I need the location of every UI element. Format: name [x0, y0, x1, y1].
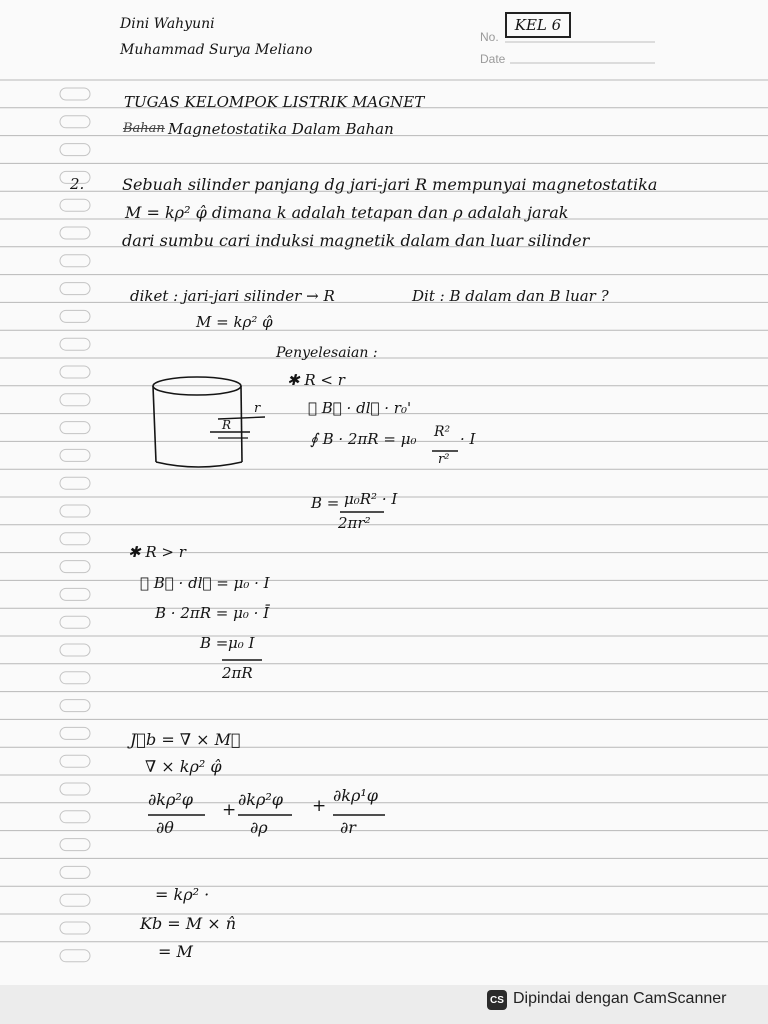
- camscanner-watermark: Dipindai dengan CamScanner: [513, 990, 727, 1007]
- case-inside: ✱ R < r: [287, 371, 345, 389]
- ampere-equation-4: B · 2πR = μ₀ · Ī: [155, 604, 270, 622]
- given-text: diket : jari-jari silinder → R: [130, 287, 335, 305]
- diagram-r-label: r: [254, 401, 261, 416]
- student-name-2: Muhammad Surya Meliano: [120, 42, 313, 58]
- case-outside: ✱ R > r: [128, 543, 186, 561]
- partial-1-numerator: ∂kρ²φ: [148, 790, 193, 809]
- eq2-tail: · I: [460, 430, 476, 448]
- result-1: = kρ² ·: [155, 885, 210, 904]
- problem-line-3: dari sumbu cari induksi magnetik dalam dan luar silinder: [122, 231, 590, 250]
- plus-sign-1: +: [222, 800, 237, 820]
- title-line-1: TUGAS KELOMPOK LISTRIK MAGNET: [124, 93, 425, 111]
- diagram-R-label: R: [222, 418, 232, 432]
- date-label: Date: [480, 52, 506, 66]
- partial-1-denominator: ∂θ: [156, 818, 174, 837]
- problem-line-2: M = kρ² φ̂ dimana k adalah tetapan dan ρ adalah jarak: [125, 203, 569, 222]
- curl-expression: ∇̄ × kρ² φ̂: [145, 757, 222, 776]
- problem-line-1: Sebuah silinder panjang dg jari-jari R mempunyai magnetostatika: [122, 175, 658, 194]
- solution-heading: Penyelesaian :: [276, 345, 378, 361]
- camscanner-logo-icon: CS: [487, 990, 507, 1010]
- b-outside-denominator: 2πR: [222, 664, 253, 682]
- b-inside-denominator: 2πr²: [338, 514, 371, 532]
- ampere-equation-2: ∮ B · 2πR = μ₀: [310, 430, 417, 448]
- result-3: = M: [158, 942, 193, 961]
- eq2-denominator: r²: [438, 452, 450, 467]
- b-outside-left: B =: [200, 634, 229, 652]
- title-line-2: Magnetostatika Dalam Bahan: [168, 120, 394, 138]
- eq2-numerator: R²: [434, 424, 451, 440]
- bound-current-eq: J⃗b = ∇̄ × M⃗: [130, 730, 241, 749]
- group-box: KEL 6: [505, 12, 571, 38]
- student-name-1: Dini Wahyuni: [120, 16, 215, 32]
- partial-2-denominator: ∂ρ: [250, 818, 268, 837]
- no-label: No.: [480, 30, 499, 44]
- result-2: Kb = M × n̂: [140, 914, 237, 933]
- asked-text: Dit : B dalam dan B luar ?: [412, 287, 609, 305]
- given-magnetization: M = kρ² φ̂: [196, 313, 273, 331]
- plus-sign-2: +: [312, 796, 327, 816]
- partial-3-denominator: ∂r: [340, 818, 356, 837]
- partial-3-numerator: ∂kρ¹φ: [333, 786, 378, 805]
- problem-number: 2.: [70, 175, 85, 193]
- partial-2-numerator: ∂kρ²φ: [238, 790, 283, 809]
- struck-word: Bahan: [123, 121, 165, 136]
- b-inside-left: B =: [311, 494, 340, 512]
- ampere-equation-1: ∮ B⃗ · dl⃗ · r₀': [308, 399, 412, 417]
- b-outside-numerator: μ₀ I: [228, 634, 255, 652]
- b-inside-numerator: μ₀R² · I: [344, 490, 398, 508]
- ampere-equation-3: ∮ B⃗ · dl⃗ = μ₀ · I: [140, 574, 270, 592]
